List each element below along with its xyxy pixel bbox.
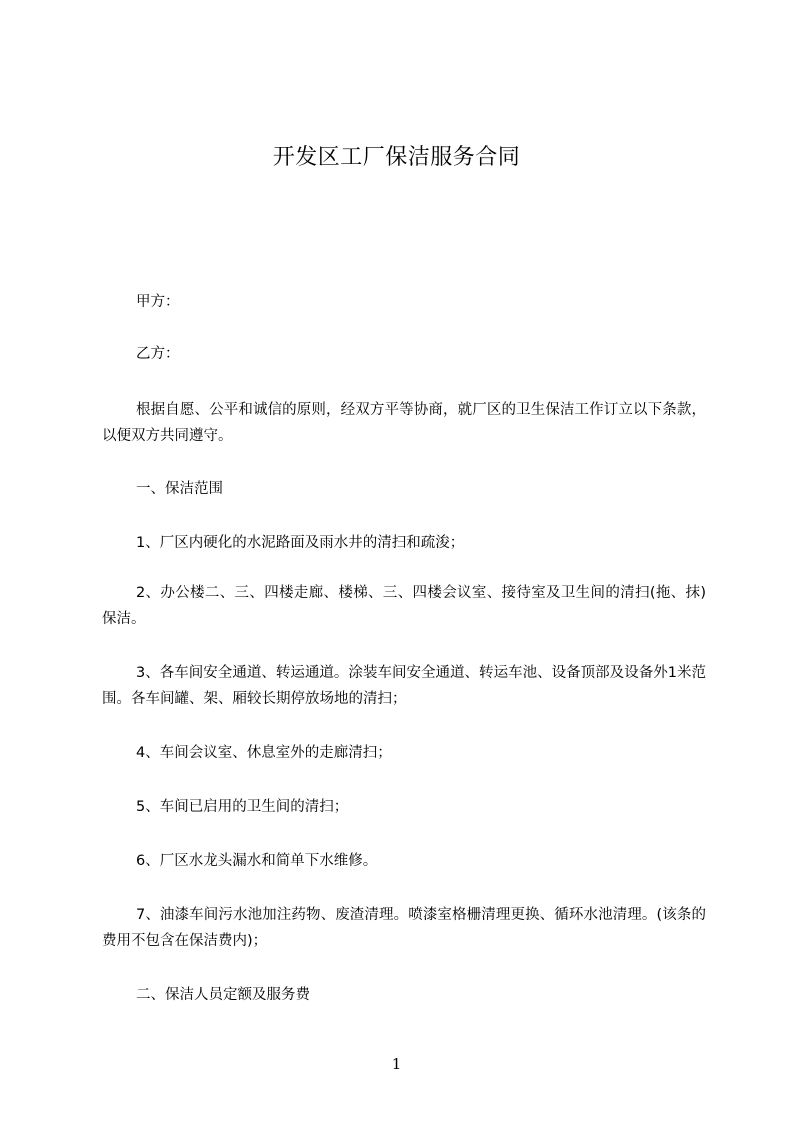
section2-heading-text: 二、保洁人员定额及服务费 bbox=[136, 987, 310, 1003]
item-5-text: 5、车间已启用的卫生间的清扫； bbox=[136, 799, 349, 815]
section1-heading-text: 一、保洁范围 bbox=[136, 481, 223, 497]
list-item bbox=[102, 530, 706, 556]
list-item bbox=[102, 902, 706, 954]
page-number: 1 bbox=[391, 1055, 402, 1073]
list-item bbox=[102, 660, 706, 712]
document-title: 开发区工厂保洁服务合同 bbox=[272, 145, 521, 170]
list-item bbox=[102, 794, 706, 820]
item-7-text: 7、油漆车间污水池加注药物、废渣清理。喷漆室格栅清理更换、循环水池清理。(该条的费用不包含在保洁费内)； bbox=[102, 907, 706, 949]
item-3-text: 3、各车间安全通道、转运通道。涂装车间安全通道、转运车池、设备顶部及设备外1米范围。各车间罐、架、厢较长期停放场地的清扫； bbox=[102, 665, 706, 707]
item-4-text: 4、车间会议室、休息室外的走廊清扫； bbox=[136, 745, 392, 761]
section1-heading bbox=[102, 476, 706, 502]
party-b-line bbox=[102, 341, 706, 367]
list-item bbox=[102, 740, 706, 766]
party-a-label: 甲方： bbox=[136, 294, 180, 310]
section2-heading bbox=[102, 982, 706, 1008]
intro-paragraph bbox=[102, 397, 706, 449]
party-b-label: 乙方： bbox=[136, 346, 180, 362]
item-1-text: 1、厂区内硬化的水泥路面及雨水井的清扫和疏浚； bbox=[136, 535, 465, 551]
party-a-line bbox=[102, 289, 706, 315]
list-item bbox=[102, 848, 706, 874]
item-2-text: 2、办公楼二、三、四楼走廊、楼梯、三、四楼会议室、接待室及卫生间的清扫(拖、抹)保洁。 bbox=[102, 585, 706, 627]
item-6-text: 6、厂区水龙头漏水和简单下水维修。 bbox=[136, 853, 378, 869]
list-item bbox=[102, 580, 706, 632]
intro-text: 根据自愿、公平和诚信的原则，经双方平等协商，就厂区的卫生保洁工作订立以下条款，以便双方共同遵守。 bbox=[102, 402, 706, 444]
